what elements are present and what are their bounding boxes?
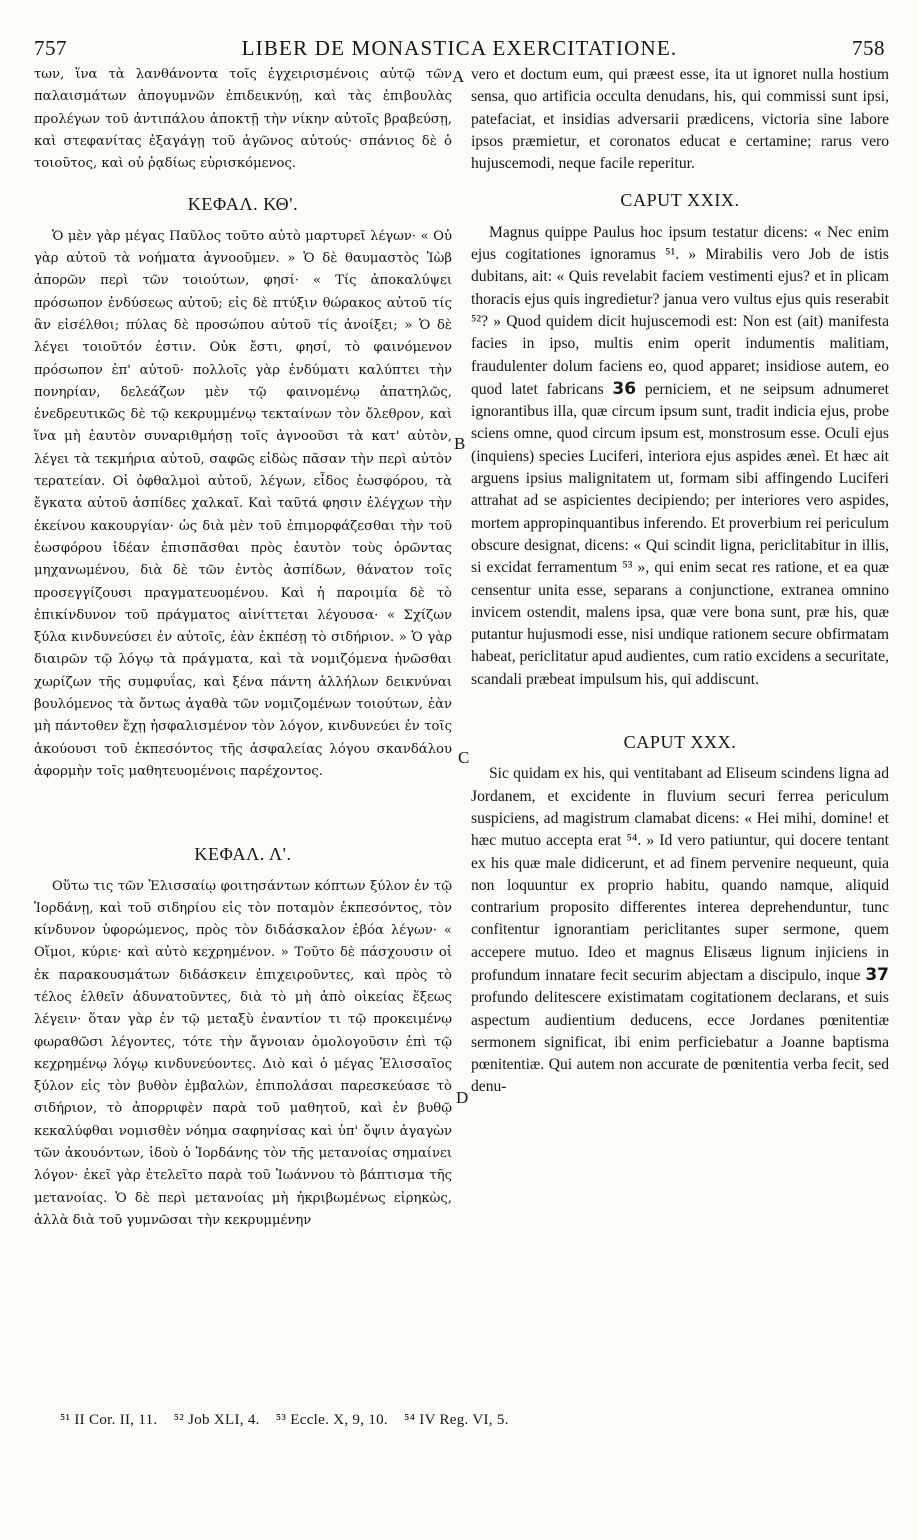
latin-chapter-30-text-part2: profundo delitescere existimatam cogitationem declarans, et suis aspectum audientium deducens, ecce Jordanes pœnitentiæ sermonem significat, ibi enim perficiebatur a Joanne baptisma pœnitentiæ. Qui autem non accurate de pœnitentia verba fecit, sed denu-	[471, 989, 889, 1096]
original-page-marker-37: 37	[865, 964, 889, 985]
page-number-right: 758	[852, 36, 885, 60]
footnote-53: ⁵³ Eccle. X, 9, 10.	[275, 1412, 388, 1428]
latin-chapter-30-text	[471, 763, 889, 1098]
running-title: LIBER DE MONASTICA EXERCITATIONE.	[241, 36, 678, 60]
footnotes	[60, 1412, 879, 1429]
footnote-52: ⁵² Job XLI, 4.	[173, 1412, 260, 1428]
running-header	[34, 36, 885, 62]
page-number-left: 757	[34, 36, 67, 60]
margin-letter-c: C	[458, 748, 470, 767]
greek-column	[34, 64, 452, 1394]
latin-chapter-29-text-part1: Magnus quippe Paulus hoc ipsum testatur dicens: « Nec enim ejus cogitationes ignoramus ⁵¹. » Mirabilis vero Job de istis dubitans, ait: « Quis revelabit faciem vestimenti ejus? et in plicam thoracis ejus quis ingredietur? janua vero vultus ejus quis reserabit ⁵²? » Quod quidem dicit hujuscemodi est: Non est (ait) manifesta facies in ipso, multis enim operit indumentis malitiam, fraudulenter dolum faciens eo, quod apparet; insidiose autem, eo quod latet fabricans	[471, 223, 889, 398]
margin-letter-b: B	[454, 434, 466, 453]
greek-chapter-heading-29: ΚΕΦΑΛ. ΚΘ'.	[187, 194, 299, 215]
original-page-marker-36: 36	[612, 378, 637, 399]
latin-chapter-29-text-part2: perniciem, et ne seipsum adnumeret ignorantibus illa, quæ circum ipsum sunt, tradit indicia ejus, probe sciens omne, quod circum ipsum est, monstrosum esse. Oculi ejus (inquiens) species Luciferi, interiora ejus aspides æneì. Et hæc ait arguens ipsius malignitatem ut, formam sibi affingendo Luciferi attrahat ad se aspicientes decipiendo; per interiores vero aspides, mortem appropinquantibus inferendo. Et proverbium rei periculum obscure designat, dicens: « Qui scindit ligna, periclitabitur in illis, si excidat ferramentum ⁵³ », qui enim secat res ratione, et ea quæ censentur unita esse, separans a conjunctione, extranea omnino invicem ostendit, malens ipsa, quæ vere bona sunt, præ his, quæ putantur hujusmodi esse, nisi undique rationem secure obfirmatam habeat, periclitatur apud audientes, cum ratio excidens a securitate, scandali præbeat impulsum his, qui addiscunt.	[471, 380, 889, 688]
greek-intro-paragraph: των, ἵνα τὰ λανθάνοντα τοῖς ἐγχειρισμένοις αὐτῷ τῶν παλαισμάτων ἀπογυμνῶν ἐπιδεικνύῃ, καὶ τὰς ἐπιβουλὰς προλέγων τοῦ ἀντιπάλου ἀποκτῇ τὴν νίκην αὐτοῖς βραβεύσῃ, καὶ στεφανίτας ἐξαγάγῃ τοῦ ἀγῶνος αὐτούς· σπάνιος δὲ ὁ τοιοῦτος, καὶ οὐ ῥᾳδίως εὑρισκόμενος.	[34, 67, 452, 172]
latin-intro-paragraph: vero et doctum eum, qui præest esse, ita ut ignoret nulla hostium sensa, quo artificia occulta denudans, his, qui commissi sunt ipsi, patefaciat, et insidias adversarii prædicens, victoria sine labore ipsos præmietur, et coronatos educat e certamine; rarus vero hujuscemodi, neque facile reperitur.	[471, 66, 889, 173]
latin-chapter-heading-30: CAPUT XXX.	[623, 732, 737, 753]
greek-chapter-heading-30: ΚΕΦΑΛ. Λ'.	[194, 844, 292, 865]
latin-chapter-29-text	[471, 222, 889, 691]
latin-column	[471, 64, 889, 1394]
footnote-54: ⁵⁴ IV Reg. VI, 5.	[404, 1412, 509, 1428]
margin-letter-a: A	[452, 67, 465, 86]
latin-chapter-30-text-part1: Sic quidam ex his, qui ventitabant ad Eliseum scindens ligna ad Jordanem, et excidente in fluvium securi ferrea periculum suspiciens, ad magistrum clamabat dicens: « Hei mihi, domine! et hæc mutuo accepta erat ⁵⁴. » Id vero patiuntur, qui docere tentant ex his quæ male didicerunt, et ad finem pervenire nequeunt, quia non loquuntur ex proprio habitu, quando namque, aliquid contrarium proposito differentes interea deprehenduntur, tunc confitentur ignorantiam periclitantes super sermone, quem accepere mutuo. Ideo et magnus Elisæus lignum injiciens in profundum innatare fecit securim abjectam a discipulo, inque	[471, 765, 889, 984]
margin-letter-d: D	[456, 1088, 469, 1107]
footnote-51: ⁵¹ II Cor. II, 11.	[60, 1412, 158, 1428]
latin-chapter-heading-29: CAPUT XXIX.	[620, 190, 740, 211]
greek-chapter-29-text: Ὁ μὲν γὰρ μέγας Παῦλος τοῦτο αὐτὸ μαρτυρεῖ λέγων· « Οὐ γὰρ αὐτοῦ τὰ νοήματα ἀγνοοῦμεν. » Ὁ δὲ θαυμαστὸς Ἰὼβ ἀπορῶν περὶ τῶν τοιούτων, φησί· « Τίς ἀποκαλύψει πρόσωπον ἐνδύσεως αὐτοῦ; εἰς δὲ πτύξιν θώρακος αὐτοῦ τίς ἂν εἰσέλθοι; πύλας δὲ προσώπου αὐτοῦ τίς ἀνοίξει; » Ὁ δὲ λέγει τοιοῦτόν ἐστιν. Οὐκ ἔστι, φησί, τὸ φαινόμενον πρόσωπον ἐπ' αὐτοῦ· πολλοῖς γὰρ ἐνδύματι καλύπτει τὴν πονηρίαν, δελεάζων μὲν τῷ φαινομένῳ ἀπατηλῶς, ἐνεδρευτικῶς δὲ τῷ κεκρυμμένῳ τεκταίνων τὸν ὄλεθρον, καὶ ἵνα μὴ ἑαυτὸν συναριθμήσῃ τοῖς ἀγνοοῦσι τὰ κατ' αὐτὸν, λέγει τὰ τεκμήρια αὐτοῦ, σαφῶς εἰδὼς πᾶσαν τὴν περὶ αὐτὸν τερατείαν. Οἱ ὀφθαλμοὶ αὐτοῦ, λέγων, εἶδος ἑωσφόρου, τὰ ἔγκατα αὐτοῦ ἀσπίδες χαλκαῖ. Καὶ ταῦτά φησιν ἐλέγχων τὴν ἐκείνου κακουργίαν· ὡς διὰ μὲν τοῦ ἐπιμορφάζεσθαι τὴν τοῦ ἑωσφόρου ἰδέαν ἐπισπᾶσθαι πρὸς ἑαυτὸν τοὺς ὁρῶντας μηχανωμένου, διὰ δὲ τῶν ἐντὸς ἀσπίδων, θάνατον τοῖς προσεγγίζουσι πραγματευομένου. Καὶ ἡ παροιμία δὲ τὸ ἐπικίνδυνον τοῦ πράγματος αἰνίττεται λέγουσα· « Σχίζων ξύλα κινδυνεύσει ἐν αὐτοῖς, ἐὰν ἐκπέσῃ τὸ σιδήριον. » Ὁ γὰρ διαιρῶν τῷ λόγῳ τὰ πράγματα, καὶ τὰ νομιζόμενα ἡνῶσθαι χωρίζων τῆς συμφυΐας, καὶ ξένα πάντη ἀλλήλων δεικνύναι βουλόμενος τὰ ὄντως ἀγαθὰ τῶν νομιζομένων τοιούτων, ἐὰν μὴ πάντοθεν ἔχῃ ἠσφαλισμένον τὸν λόγον, κινδυνεύει ἐν τοῖς ἀκούουσι τοῦ ἐκπεσόντος τῆς ἀσφαλείας λόγου σκανδάλου ἀφορμὴν τοῖς μαθητευομένοις παρέχοντος.	[34, 228, 452, 779]
greek-chapter-30-text: Οὕτω τις τῶν Ἐλισσαίῳ φοιτησάντων κόπτων ξύλον ἐν τῷ Ἰορδάνῃ, καὶ τοῦ σιδηρίου εἰς τὸν ποταμὸν ἐκπεσόντος, τὸν κίνδυνον ὑφορώμενος, πρὸς τὸν διδάσκαλον ἐβόα λέγων· « Οἴμοι, κύριε· καὶ αὐτὸ κεχρημένον. » Τοῦτο δὲ πάσχουσιν οἱ ἐκ παρακουσμάτων διδάσκειν ἐπιχειροῦντες, καὶ πρὸς τὸ τέλος ἐλθεῖν ἀδυνατοῦντες, διὰ τὸ μὴ ἀπὸ οἰκείας ἕξεως λέγειν· ὅταν γὰρ ἐν τῷ μεταξὺ ἐναντίον τι τῷ προκειμένῳ φωραθῶσι λέγοντες, τότε τὴν ἄγνοιαν ὁμολογοῦσιν ἐπὶ τῷ κεχρημένῳ λόγῳ κινδυνεύοντες. Διὸ καὶ ὁ μέγας Ἐλισσαῖος ξύλον εἰς τὸν βυθὸν ἐμβαλὼν, ἐπιπολάσαι παρεσκεύασε τὸ σιδήριον, τὸ ἀπορριφὲν παρὰ τοῦ μαθητοῦ, καὶ ἐν βυθῷ κεκαλύφθαι νομισθὲν νόημα σαφηνίσας καὶ ὑπ' ὄψιν ἀγαγὼν τῶν ἀκουόντων, ἰδοὺ ὁ Ἰορδάνης τὸν τῆς μετανοίας σημαίνει λόγον· ἐκεῖ γὰρ ἐτελεῖτο παρὰ τοῦ Ἰωάννου τὸ βάπτισμα τῆς μετανοίας. Ὁ δὲ περὶ μετανοίας μὴ ἠκριβωμένως εἰρηκὼς, ἀλλὰ διὰ τοῦ γυμνῶσαι τὴν κεκρυμμένην	[34, 878, 452, 1228]
